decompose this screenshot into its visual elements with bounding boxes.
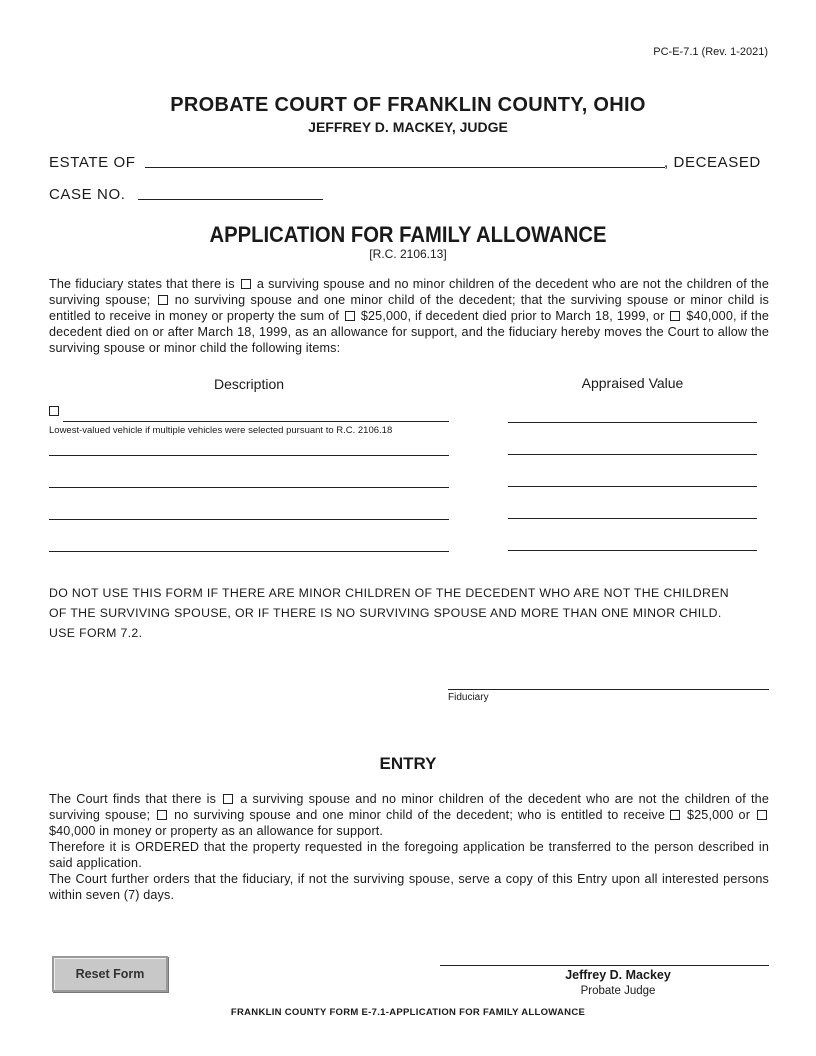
fiduciary-label: Fiduciary [448, 692, 489, 703]
entry-heading: ENTRY [379, 754, 437, 773]
vehicle-note: Lowest-valued vehicle if multiple vehicles were selected pursuant to R.C. 2106.18 [49, 425, 393, 436]
value-line-2[interactable] [508, 454, 757, 455]
application-paragraph [49, 276, 769, 356]
appraised-value-header: Appraised Value [581, 375, 684, 391]
reset-form-button[interactable]: Reset Form [52, 956, 168, 992]
entry-40000-checkbox[interactable] [757, 810, 767, 820]
value-line-1[interactable] [508, 422, 757, 423]
value-line-4[interactable] [508, 518, 757, 519]
description-line-3[interactable] [49, 487, 449, 488]
warning-line-1: DO NOT USE THIS FORM IF THERE ARE MINOR CHILDREN OF THE DECEDENT WHO ARE NOT THE CHILDREN [49, 586, 730, 600]
application-text-1: The fiduciary states that there is [49, 277, 235, 291]
entry-text-2: a surviving spouse and no minor children of the decedent who are not the children of the surviving spouse; [49, 792, 769, 822]
description-line-1[interactable] [63, 421, 449, 422]
entry-text-4: $25,000 or [687, 808, 751, 822]
judge-title: Probate Judge [580, 985, 656, 997]
description-line-2[interactable] [49, 455, 449, 456]
case-number-input[interactable] [138, 186, 323, 200]
deceased-label: , DECEASED [664, 154, 761, 171]
application-text-3: no surviving spouse and one minor child of the decedent; that the surviving spouse or minor child is entitled to receive in money or property the sum of [49, 293, 769, 323]
value-line-3[interactable] [508, 486, 757, 487]
fiduciary-signature-line[interactable] [448, 689, 769, 690]
entry-25000-checkbox[interactable] [670, 810, 680, 820]
value-line-5[interactable] [508, 550, 757, 551]
description-header: Description [213, 376, 285, 392]
judge-name: Jeffrey D. Mackey [565, 968, 671, 982]
entry-text-3: no surviving spouse and one minor child of the decedent; who is entitled to receive [174, 808, 666, 822]
case-label: CASE NO. [49, 186, 126, 203]
warning-line-2: OF THE SURVIVING SPOUSE, OR IF THERE IS NO SURVIVING SPOUSE AND MORE THAN ONE MINOR CHILD. [49, 606, 722, 620]
no-spouse-one-child-checkbox[interactable] [158, 295, 168, 305]
description-line-4[interactable] [49, 519, 449, 520]
judge-signature-line [440, 965, 769, 966]
surviving-spouse-checkbox[interactable] [241, 279, 251, 289]
entry-ordered-text: Therefore it is ORDERED that the property requested in the foregoing application be transferred to the person described in said application. [49, 840, 769, 870]
application-text-2: a surviving spouse and no minor children of the decedent who are not the children of the surviving spouse; [49, 277, 769, 307]
estate-name-input[interactable] [145, 154, 665, 168]
entry-surviving-spouse-checkbox[interactable] [223, 794, 233, 804]
form-title: APPLICATION FOR FAMILY ALLOWANCE [209, 222, 607, 247]
vehicle-checkbox[interactable] [49, 406, 59, 416]
warning-line-3: USE FORM 7.2. [49, 626, 143, 640]
amount-40000-checkbox[interactable] [670, 311, 680, 321]
entry-no-spouse-checkbox[interactable] [157, 810, 167, 820]
amount-25000-checkbox[interactable] [345, 311, 355, 321]
form-id: PC-E-7.1 (Rev. 1-2021) [653, 46, 768, 58]
entry-paragraph [49, 791, 769, 903]
application-text-4: $25,000, if decedent died prior to March 18, 1999, or [360, 309, 665, 323]
entry-text-1: The Court finds that there is [49, 792, 217, 806]
footer-form-name: FRANKLIN COUNTY FORM E-7.1-APPLICATION FOR FAMILY ALLOWANCE [230, 1007, 586, 1018]
estate-label: ESTATE OF [49, 154, 136, 171]
court-title: PROBATE COURT OF FRANKLIN COUNTY, OHIO [170, 94, 646, 116]
application-text-5: $40,000, if the decedent died on or after March 18, 1999, as an allowance for support, and the fiduciary hereby moves the Court to allow the surviving spouse or minor child the following items: [49, 309, 770, 355]
judge-subtitle: JEFFREY D. MACKEY, JUDGE [308, 119, 508, 135]
entry-serve-text: The Court further orders that the fiduciary, if not the surviving spouse, serve a copy of this Entry upon all interested persons within seven (7) days. [49, 872, 769, 902]
statute-reference: [R.C. 2106.13] [369, 247, 447, 261]
description-line-5[interactable] [49, 551, 449, 552]
entry-text-5: $40,000 in money or property as an allowance for support. [49, 824, 384, 838]
